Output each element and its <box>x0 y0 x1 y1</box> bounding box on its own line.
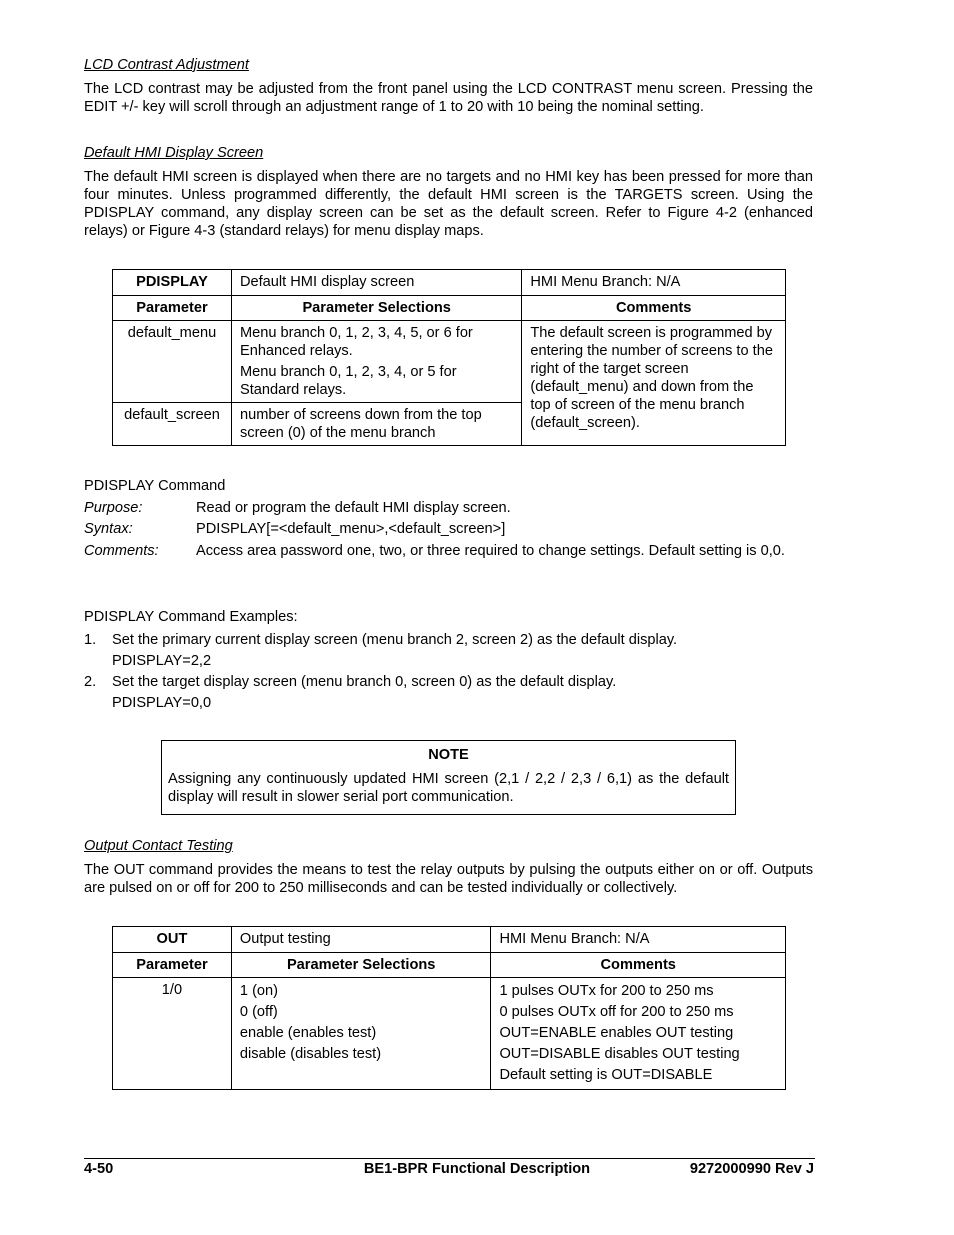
table-cell-comments-merged: The default screen is programmed by entering the number of screens to the right of the target screen (default_menu) and down from the top of screen of the menu branch (default_screen). <box>522 321 786 446</box>
comment-item: Default setting is OUT=DISABLE <box>499 1067 713 1083</box>
table-header-parameter: Parameter <box>113 296 232 321</box>
table-cell-description: Output testing <box>231 927 491 953</box>
table-cell-description: Default HMI display screen <box>231 270 521 296</box>
table-cell-selections-default-menu <box>231 321 521 403</box>
footer-title: BE1-BPR Functional Description <box>363 1161 591 1177</box>
table-header-selections: Parameter Selections <box>231 296 521 321</box>
table-cell-param-default-screen: default_screen <box>113 403 232 446</box>
example-number-2: 2. <box>84 674 97 690</box>
lcd-contrast-paragraph: The LCD contrast may be adjusted from the front panel using the LCD CONTRAST menu screen. Pressing the EDIT +/- key will scroll through an adjustment range of 1 to 20 with 10 being the nominal setting. <box>84 81 813 115</box>
syntax-label: Syntax: <box>84 521 133 537</box>
selection-enhanced: Menu branch 0, 1, 2, 3, 4, 5, or 6 for Enhanced relays. <box>239 325 473 359</box>
selection-item: 1 (on) <box>239 983 279 999</box>
example-text-1: Set the primary current display screen (menu branch 2, screen 2) as the default display. <box>112 632 678 648</box>
default-hmi-paragraph: The default HMI screen is displayed when there are no targets and no HMI key has been pressed for more than four minutes. Unless programmed differently, the default HMI screen is the TARGETS screen. Using the PDISPLAY command, any display screen can be set as the default screen. Refer to Figure 4-2 (enhanced relays) or Figure 4-3 (standard relays) for menu display maps. <box>84 169 813 239</box>
syntax-value: PDISPLAY[=<default_menu>,<default_screen>] <box>196 521 506 537</box>
example-text-2: Set the target display screen (menu branch 0, screen 0) as the default display. <box>112 674 617 690</box>
example-code-2: PDISPLAY=0,0 <box>112 695 212 711</box>
output-testing-paragraph: The OUT command provides the means to test the relay outputs by pulsing the outputs either on or off. Outputs are pulsed on or off for 200 to 250 milliseconds and can be tested individually or collectively. <box>84 862 813 896</box>
table-cell-menu-branch: HMI Menu Branch: N/A <box>522 270 786 296</box>
table-cell-command: OUT <box>113 927 232 953</box>
table-header-comments: Comments <box>491 953 786 978</box>
table-cell-menu-branch: HMI Menu Branch: N/A <box>491 927 786 953</box>
purpose-value: Read or program the default HMI display screen. <box>196 500 511 516</box>
comment-item: 1 pulses OUTx for 200 to 250 ms <box>499 983 714 999</box>
comment-item: 0 pulses OUTx off for 200 to 250 ms <box>499 1004 734 1020</box>
comment-item: OUT=DISABLE disables OUT testing <box>499 1046 740 1062</box>
table-cell-comments-out <box>491 978 786 1090</box>
table-header-comments: Comments <box>522 296 786 321</box>
selection-item: 0 (off) <box>239 1004 278 1020</box>
comment-item: OUT=ENABLE enables OUT testing <box>499 1025 734 1041</box>
note-title: NOTE <box>428 747 469 763</box>
example-code-1: PDISPLAY=2,2 <box>112 653 212 669</box>
command-title: PDISPLAY Command <box>84 478 226 494</box>
footer-doc-number: 9272000990 Rev J <box>689 1161 814 1177</box>
selection-item: enable (enables test) <box>239 1025 377 1041</box>
footer-rule <box>84 1158 815 1159</box>
pdisplay-settings-table <box>112 269 786 446</box>
note-box <box>161 740 736 815</box>
lcd-contrast-heading: LCD Contrast Adjustment <box>84 57 249 73</box>
table-cell-param-default-menu: default_menu <box>113 321 232 403</box>
table-cell-selections-default-screen: number of screens down from the top screen (0) of the menu branch <box>231 403 521 446</box>
purpose-label: Purpose: <box>84 500 143 516</box>
comments-label: Comments: <box>84 543 159 559</box>
examples-title: PDISPLAY Command Examples: <box>84 609 298 625</box>
output-testing-heading: Output Contact Testing <box>84 838 233 854</box>
selection-standard: Menu branch 0, 1, 2, 3, 4, or 5 for Standard relays. <box>239 364 457 398</box>
table-header-selections: Parameter Selections <box>231 953 491 978</box>
table-cell-selections-out <box>231 978 491 1090</box>
example-number-1: 1. <box>84 632 97 648</box>
footer-page-number: 4-50 <box>84 1161 114 1177</box>
out-settings-table <box>112 926 786 1090</box>
default-hmi-heading: Default HMI Display Screen <box>84 145 264 161</box>
table-header-parameter: Parameter <box>113 953 232 978</box>
comments-value: Access area password one, two, or three required to change settings. Default setting is 0,0. <box>196 543 785 559</box>
selection-item: disable (disables test) <box>239 1046 382 1062</box>
table-cell-command: PDISPLAY <box>113 270 232 296</box>
table-cell-param-out: 1/0 <box>113 978 232 1090</box>
note-body: Assigning any continuously updated HMI screen (2,1 / 2,2 / 2,3 / 6,1) as the default display will result in slower serial port communication. <box>168 771 729 805</box>
